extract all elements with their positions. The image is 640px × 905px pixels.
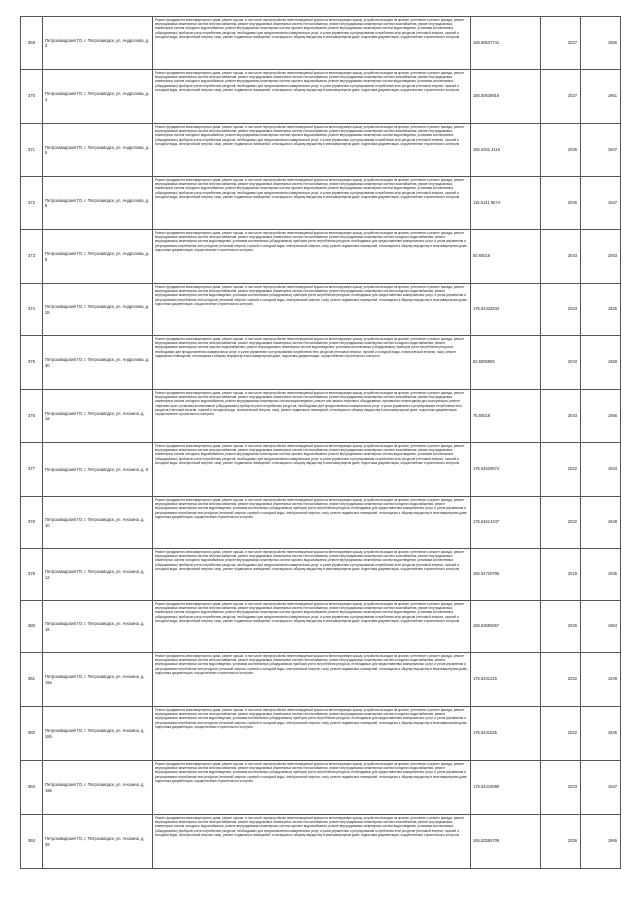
row-description: Ремонт фундамента многоквартирного дома, ремонт крыши, в том числе переустройство невентилируемой крыши на вентилируемую крышу, устройство выходов на кровлю, утепление и ремонт фасада, ремонт внутридомовых инженерных систем электроснабжения, ремонт внутридомовых инженерных систем теплоснабжения, ремонт внутридомовых инженерных систем газоснабжения, ремонт внутридомовых инженерных систем холодного водоснабжения, ремонт внутридомовых инженерных систем горячего водоснабжения, ремонт внутридомовых инженерных систем водоотведения, установка коллективных (общедомовых) приборов учета потребления ресурсов, необходимых для предоставления коммунальных услуг, и узлов управления и регулирования потребления этих ресурсов (тепловой энергии, горячей и холодной воды, электрической энергии, газа), ремонт подвальных помещений, относящихся к общему имуществу в многоквартирном доме, подготовка документации, осуществление строительного контроля xyxy=(153,124,471,177)
table-row xyxy=(21,443,621,497)
row-build-year: 1935 xyxy=(581,549,621,601)
row-code: 155.50538916 xyxy=(471,70,541,124)
row-code: 75.50018 xyxy=(471,390,541,443)
row-code: 155.54720798 xyxy=(471,549,541,601)
row-build-year: 1965 xyxy=(581,815,621,869)
row-number: 372 xyxy=(21,177,43,230)
table-row xyxy=(21,707,621,761)
row-plan-year: 2027 xyxy=(541,70,581,124)
row-code: 155.53385709 xyxy=(471,815,541,869)
table-row xyxy=(21,230,621,284)
table-row xyxy=(21,17,621,70)
row-description: Ремонт фундамента многоквартирного дома, ремонт крыши, в том числе переустройство невентилируемой крыши на вентилируемую крышу, устройство выходов на кровлю, утепление и ремонт фасада, ремонт внутридомовых инженерных систем электроснабжения, ремонт внутридомовых инженерных систем теплоснабжения, ремонт внутридомовых инженерных систем холодного водоснабжения, ремонт внутридомовых инженерных систем горячего водоснабжения, ремонт внутридомовых инженерных систем водоотведения, установка коллективных (общедомовых) приборов учета потребления ресурсов, необходимых для предоставления коммунальных услуг, и узлов управления и регулирования потребления этих ресурсов (тепловой энергии, горячей и холодной воды, электрической энергии, газа), ремонт подвальных помещений, относящихся к общему имуществу в многоквартирном доме, подготовка документации, осуществление строительного контроля xyxy=(153,336,471,390)
row-number: 374 xyxy=(21,284,43,336)
table-row xyxy=(21,761,621,815)
row-plan-year: 2019 xyxy=(541,549,581,601)
row-build-year: 1949 xyxy=(581,653,621,707)
row-number: 369 xyxy=(21,17,43,70)
row-address: Петрозаводский ГО, г. Петрозаводск, ул. Анохина, д. 19а xyxy=(43,653,153,707)
row-code: 50.50016 xyxy=(471,230,541,284)
row-code: 50.5005993 xyxy=(471,336,541,390)
table-row xyxy=(21,601,621,653)
row-number: 380 xyxy=(21,601,43,653)
row-plan-year: 2022 xyxy=(541,653,581,707)
row-build-year: 1961 xyxy=(581,70,621,124)
row-description: Ремонт фундамента многоквартирного дома, ремонт крыши, в том числе переустройство невентилируемой крыши на вентилируемую крышу, устройство выходов на кровлю, утепление и ремонт фасада, ремонт внутридомовых инженерных систем электроснабжения, ремонт внутридомовых инженерных систем теплоснабжения, ремонт внутридомовых инженерных систем холодного водоснабжения, ремонт внутридомовых инженерных систем водоотведения, установка коллективных (общедомовых) приборов учета потребления ресурсов, необходимых для предоставления коммунальных услуг, и узлов управления и регулирования потребления этих ресурсов (тепловой энергии, горячей и холодной воды, электрической энергии, газа), ремонт подвальных помещений, относящихся к общему имуществу в многоквартирном доме, подготовка документации, осуществление строительного контроля xyxy=(153,761,471,815)
row-number: 382 xyxy=(21,707,43,761)
table-row xyxy=(21,815,621,869)
row-address: Петрозаводский ГО, г. Петрозаводск, ул. Андропова, д. 6 xyxy=(43,177,153,230)
row-description: Ремонт фундамента многоквартирного дома, ремонт крыши, в том числе переустройство невентилируемой крыши на вентилируемую крышу, устройство выходов на кровлю, утепление и ремонт фасада, ремонт внутридомовых инженерных систем электроснабжения, ремонт внутридомовых инженерных систем теплоснабжения, ремонт внутридомовых инженерных систем газоснабжения, ремонт внутридомовых инженерных систем холодного водоснабжения, ремонт внутридомовых инженерных систем горячего водоснабжения, ремонт внутридомовых инженерных систем водоотведения, установка коллективных (общедомовых) приборов учета потребления ресурсов, необходимых для предоставления коммунальных услуг, и узлов управления и регулирования потребления этих ресурсов (тепловой энергии, горячей и холодной воды, электрической энергии, газа), ремонт подвальных помещений, относящихся к общему имуществу в многоквартирном доме, подготовка документации, осуществление строительного контроля xyxy=(153,815,471,869)
row-plan-year: 2027 xyxy=(541,17,581,70)
table-row xyxy=(21,390,621,443)
row-plan-year: 2043 xyxy=(541,390,581,443)
row-build-year: 1956 xyxy=(581,17,621,70)
row-plan-year: 2023 xyxy=(541,284,581,336)
row-plan-year: 2022 xyxy=(541,707,581,761)
row-plan-year: 2043 xyxy=(541,336,581,390)
row-plan-year: 2026 xyxy=(541,124,581,177)
row-build-year: 1966 xyxy=(581,390,621,443)
row-build-year: 1945 xyxy=(581,707,621,761)
row-description: Ремонт фундамента многоквартирного дома, ремонт крыши, в том числе переустройство невентилируемой крыши на вентилируемую крышу, устройство выходов на кровлю, утепление и ремонт фасада, ремонт внутридомовых инженерных систем электроснабжения, ремонт внутридомовых инженерных систем теплоснабжения, ремонт внутридомовых инженерных систем холодного водоснабжения, ремонт внутридомовых инженерных систем водоотведения, установка коллективных (общедомовых) приборов учета потребления ресурсов, необходимых для предоставления коммунальных услуг, и узлов управления и регулирования потребления этих ресурсов (тепловой энергии, горячей и холодной воды, электрической энергии, газа), ремонт подвальных помещений, относящихся к общему имуществу в многоквартирном доме, подготовка документации, осуществление строительного контроля xyxy=(153,497,471,549)
row-description: Ремонт фундамента многоквартирного дома, ремонт крыши, в том числе переустройство невентилируемой крыши на вентилируемую крышу, устройство выходов на кровлю, утепление и ремонт фасада, ремонт внутридомовых инженерных систем электроснабжения, ремонт внутридомовых инженерных систем теплоснабжения, ремонт внутридомовых инженерных систем газоснабжения, ремонт внутридомовых инженерных систем холодного водоснабжения, ремонт внутридомовых инженерных систем горячего водоснабжения, ремонт внутридомовых инженерных систем водоотведения, установка коллективных (общедомовых) приборов учета потребления ресурсов, необходимых для предоставления коммунальных услуг, и узлов управления и регулирования потребления этих ресурсов (тепловой энергии, горячей и холодной воды, электрической энергии, газа), ремонт подвальных помещений, относящихся к общему имуществу в многоквартирном доме, подготовка документации, осуществление строительного контроля xyxy=(153,177,471,230)
row-number: 370 xyxy=(21,70,43,124)
row-build-year: 1934 xyxy=(581,443,621,497)
table-row xyxy=(21,124,621,177)
row-plan-year: 2026 xyxy=(541,177,581,230)
table-row xyxy=(21,653,621,707)
row-address: Петрозаводский ГО, г. Петрозаводск, ул. Анохина, д. 26 xyxy=(43,815,153,869)
row-number: 384 xyxy=(21,815,43,869)
row-code: 175.54332844 xyxy=(471,284,541,336)
table-row xyxy=(21,497,621,549)
row-number: 381 xyxy=(21,653,43,707)
row-description: Ремонт фундамента многоквартирного дома, ремонт крыши, в том числе переустройство невентилируемой крыши на вентилируемую крышу, устройство выходов на кровлю, утепление и ремонт фасада, ремонт внутридомовых инженерных систем электроснабжения, ремонт внутридомовых инженерных систем теплоснабжения, ремонт внутридомовых инженерных систем газоснабжения, ремонт внутридомовых инженерных систем холодного водоснабжения, ремонт внутридомовых инженерных систем горячего водоснабжения, ремонт внутридомовых инженерных систем водоотведения, установка коллективных (общедомовых) приборов учета потребления ресурсов, необходимых для предоставления коммунальных услуг, и узлов управления и регулирования потребления этих ресурсов (тепловой энергии, горячей и холодной воды, электрической энергии, газа), ремонт подвальных помещений, относящихся к общему имуществу в многоквартирном доме, подготовка документации, осуществление строительного контроля xyxy=(153,70,471,124)
row-code: 175.5431215 xyxy=(471,653,541,707)
row-plan-year: 2023 xyxy=(541,761,581,815)
row-code: 155.50537741 xyxy=(471,17,541,70)
document-page xyxy=(20,16,620,869)
row-plan-year: 2043 xyxy=(541,230,581,284)
row-build-year: 1947 xyxy=(581,761,621,815)
row-number: 378 xyxy=(21,497,43,549)
row-number: 375 xyxy=(21,336,43,390)
row-address: Петрозаводский ГО, г. Петрозаводск, ул. Андропова, д. 9 xyxy=(43,230,153,284)
row-plan-year: 2022 xyxy=(541,443,581,497)
row-build-year: 1964 xyxy=(581,601,621,653)
row-build-year: 2003 xyxy=(581,230,621,284)
row-address: Петрозаводский ГО, г. Петрозаводск, ул. Андропова, д. 3 xyxy=(43,17,153,70)
row-description: Ремонт фундамента многоквартирного дома, ремонт крыши, в том числе переустройство невентилируемой крыши на вентилируемую крышу, устройство выходов на кровлю, утепление и ремонт фасада, ремонт внутридомовых инженерных систем электроснабжения, ремонт внутридомовых инженерных систем теплоснабжения, ремонт внутридомовых инженерных систем газоснабжения, ремонт внутридомовых инженерных систем холодного водоснабжения, ремонт внутридомовых инженерных систем водоотведения, ремонт или замена лифтового оборудования, признанного непригодным для эксплуатации, ремонт лифтовых шахт, установка коллективных (общедомовых) приборов учета потребления ресурсов, необходимых для предоставления коммунальных услуг, и узлов управления и регулирования потребления этих ресурсов (тепловой энергии, горячей и холодной воды, электрической энергии, газа), ремонт подвальных помещений, относящихся к общему имуществу в многоквартирном доме, подготовка документации, осуществление строительного контроля xyxy=(153,390,471,443)
row-description: Ремонт фундамента многоквартирного дома, ремонт крыши, в том числе переустройство невентилируемой крыши на вентилируемую крышу, устройство выходов на кровлю, утепление и ремонт фасада, ремонт внутридомовых инженерных систем электроснабжения, ремонт внутридомовых инженерных систем теплоснабжения, ремонт внутридомовых инженерных систем холодного водоснабжения, ремонт внутридомовых инженерных систем водоотведения, установка коллективных (общедомовых) приборов учета потребления ресурсов, необходимых для предоставления коммунальных услуг, и узлов управления и регулирования потребления этих ресурсов (тепловой энергии, горячей и холодной воды, электрической энергии, газа), ремонт подвальных помещений, относящихся к общему имуществу в многоквартирном доме, подготовка документации, осуществление строительного контроля xyxy=(153,230,471,284)
table-row xyxy=(21,549,621,601)
row-number: 377 xyxy=(21,443,43,497)
row-description: Ремонт фундамента многоквартирного дома, ремонт крыши, в том числе переустройство невентилируемой крыши на вентилируемую крышу, устройство выходов на кровлю, утепление и ремонт фасада, ремонт внутридомовых инженерных систем электроснабжения, ремонт внутридомовых инженерных систем теплоснабжения, ремонт внутридомовых инженерных систем холодного водоснабжения, ремонт внутридомовых инженерных систем водоотведения, установка коллективных (общедомовых) приборов учета потребления ресурсов, необходимых для предоставления коммунальных услуг, и узлов управления и регулирования потребления этих ресурсов (тепловой энергии, горячей и холодной воды, электрической энергии, газа), ремонт подвальных помещений, относящихся к общему имуществу в многоквартирном доме, подготовка документации, осуществление строительного контроля xyxy=(153,707,471,761)
row-code: 175.54614247 xyxy=(471,497,541,549)
row-description: Ремонт фундамента многоквартирного дома, ремонт крыши, в том числе переустройство невентилируемой крыши на вентилируемую крышу, устройство выходов на кровлю, утепление и ремонт фасада, ремонт внутридомовых инженерных систем электроснабжения, ремонт внутридомовых инженерных систем теплоснабжения, ремонт внутридомовых инженерных систем газоснабжения, ремонт внутридомовых инженерных систем холодного водоснабжения, ремонт внутридомовых инженерных систем горячего водоснабжения, ремонт внутридомовых инженерных систем водоотведения, установка коллективных (общедомовых) приборов учета потребления ресурсов, необходимых для предоставления коммунальных услуг, и узлов управления и регулирования потребления этих ресурсов (тепловой энергии, горячей и холодной воды, электрической энергии, газа), ремонт подвальных помещений, относящихся к общему имуществу в многоквартирном доме, подготовка документации, осуществление строительного контроля xyxy=(153,17,471,70)
row-number: 379 xyxy=(21,549,43,601)
row-build-year: 1948 xyxy=(581,497,621,549)
row-number: 371 xyxy=(21,124,43,177)
row-code: 175.5431545 xyxy=(471,707,541,761)
row-code: 175.54315098 xyxy=(471,761,541,815)
row-description: Ремонт фундамента многоквартирного дома, ремонт крыши, в том числе переустройство невентилируемой крыши на вентилируемую крышу, устройство выходов на кровлю, утепление и ремонт фасада, ремонт внутридомовых инженерных систем электроснабжения, ремонт внутридомовых инженерных систем теплоснабжения, ремонт внутридомовых инженерных систем газоснабжения, ремонт внутридомовых инженерных систем холодного водоснабжения, ремонт внутридомовых инженерных систем горячего водоснабжения, ремонт внутридомовых инженерных систем водоотведения, установка коллективных (общедомовых) приборов учета потребления ресурсов, необходимых для предоставления коммунальных услуг, и узлов управления и регулирования потребления этих ресурсов (тепловой энергии, горячей и холодной воды, электрической энергии, газа), ремонт подвальных помещений, относящихся к общему имуществу в многоквартирном доме, подготовка документации, осуществление строительного контроля xyxy=(153,549,471,601)
row-address: Петрозаводский ГО, г. Петрозаводск, ул. Анохина, д. 10 xyxy=(43,497,153,549)
row-description: Ремонт фундамента многоквартирного дома, ремонт крыши, в том числе переустройство невентилируемой крыши на вентилируемую крышу, устройство выходов на кровлю, утепление и ремонт фасада, ремонт внутридомовых инженерных систем электроснабжения, ремонт внутридомовых инженерных систем теплоснабжения, ремонт внутридомовых инженерных систем газоснабжения, ремонт внутридомовых инженерных систем холодного водоснабжения, ремонт внутридомовых инженерных систем горячего водоснабжения, ремонт внутридомовых инженерных систем водоотведения, установка коллективных (общедомовых) приборов учета потребления ресурсов, необходимых для предоставления коммунальных услуг, и узлов управления и регулирования потребления этих ресурсов (тепловой энергии, горячей и холодной воды, электрической энергии, газа), ремонт подвальных помещений, относящихся к общему имуществу в многоквартирном доме, подготовка документации, осуществление строительного контроля xyxy=(153,601,471,653)
row-address: Петрозаводский ГО, г. Петрозаводск, ул. Андропова, д. 4 xyxy=(43,70,153,124)
row-address: Петрозаводский ГО, г. Петрозаводск, ул. Анохина, д. 19в xyxy=(43,761,153,815)
row-address: Петрозаводский ГО, г. Петрозаводск, ул. Анохина, д. 18 xyxy=(43,601,153,653)
row-number: 373 xyxy=(21,230,43,284)
row-number: 376 xyxy=(21,390,43,443)
table-row xyxy=(21,70,621,124)
row-description: Ремонт фундамента многоквартирного дома, ремонт крыши, в том числе переустройство невентилируемой крыши на вентилируемую крышу, устройство выходов на кровлю, утепление и ремонт фасада, ремонт внутридомовых инженерных систем электроснабжения, ремонт внутридомовых инженерных систем теплоснабжения, ремонт внутридомовых инженерных систем холодного водоснабжения, ремонт внутридомовых инженерных систем водоотведения, установка коллективных (общедомовых) приборов учета потребления ресурсов, необходимых для предоставления коммунальных услуг, и узлов управления и регулирования потребления этих ресурсов (тепловой энергии, горячей и холодной воды, электрической энергии, газа), ремонт подвальных помещений, относящихся к общему имуществу в многоквартирном доме, подготовка документации, осуществление строительного контроля xyxy=(153,653,471,707)
row-address: Петрозаводский ГО, г. Петрозаводск, ул. Анохина, д. 19б xyxy=(43,707,153,761)
row-number: 383 xyxy=(21,761,43,815)
row-address: Петрозаводский ГО, г. Петрозаводск, ул. Анохина, д. 8 xyxy=(43,443,153,497)
row-code: 175.54629674 xyxy=(471,443,541,497)
row-build-year: 1947 xyxy=(581,177,621,230)
row-plan-year: 2026 xyxy=(541,815,581,869)
row-address: Петрозаводский ГО, г. Петрозаводск, ул. Андропова, д. 30 xyxy=(43,336,153,390)
table-row xyxy=(21,177,621,230)
row-build-year: 1947 xyxy=(581,124,621,177)
table-row xyxy=(21,284,621,336)
row-code: 115.5141 9674 xyxy=(471,177,541,230)
row-plan-year: 2026 xyxy=(541,601,581,653)
row-code: 155.5341 4116 xyxy=(471,124,541,177)
row-address: Петрозаводский ГО, г. Петрозаводск, ул. Андропова, д. 28 xyxy=(43,284,153,336)
row-description: Ремонт фундамента многоквартирного дома, ремонт крыши, в том числе переустройство невентилируемой крыши на вентилируемую крышу, устройство выходов на кровлю, утепление и ремонт фасада, ремонт внутридомовых инженерных систем электроснабжения, ремонт внутридомовых инженерных систем теплоснабжения, ремонт внутридомовых инженерных систем газоснабжения, ремонт внутридомовых инженерных систем холодного водоснабжения, ремонт внутридомовых инженерных систем горячего водоснабжения, ремонт внутридомовых инженерных систем водоотведения, установка коллективных (общедомовых) приборов учета потребления ресурсов, необходимых для предоставления коммунальных услуг, и узлов управления и регулирования потребления этих ресурсов (тепловой энергии, горячей и холодной воды, электрической энергии, газа), ремонт подвальных помещений, относящихся к общему имуществу в многоквартирном доме, подготовка документации, осуществление строительного контроля xyxy=(153,443,471,497)
repair-program-table xyxy=(20,16,621,869)
row-build-year: 1959 xyxy=(581,336,621,390)
row-plan-year: 2022 xyxy=(541,497,581,549)
row-code: 155.53696657 xyxy=(471,601,541,653)
table-body xyxy=(21,17,621,869)
row-address: Петрозаводский ГО, г. Петрозаводск, ул. Анохина, д. 1а xyxy=(43,390,153,443)
row-address: Петрозаводский ГО, г. Петрозаводск, ул. Андропова, д. 5 xyxy=(43,124,153,177)
table-row xyxy=(21,336,621,390)
row-build-year: 1926 xyxy=(581,284,621,336)
row-description: Ремонт фундамента многоквартирного дома, ремонт крыши, в том числе переустройство невентилируемой крыши на вентилируемую крышу, устройство выходов на кровлю, утепление и ремонт фасада, ремонт внутридомовых инженерных систем электроснабжения, ремонт внутридомовых инженерных систем теплоснабжения, ремонт внутридомовых инженерных систем холодного водоснабжения, ремонт внутридомовых инженерных систем водоотведения, установка коллективных (общедомовых) приборов учета потребления ресурсов, необходимых для предоставления коммунальных услуг, и узлов управления и регулирования потребления этих ресурсов (тепловой энергии, горячей и холодной воды, электрической энергии, газа), ремонт подвальных помещений, относящихся к общему имуществу в многоквартирном доме, подготовка документации, осуществление строительного контроля xyxy=(153,284,471,336)
row-address: Петрозаводский ГО, г. Петрозаводск, ул. Анохина, д. 12 xyxy=(43,549,153,601)
